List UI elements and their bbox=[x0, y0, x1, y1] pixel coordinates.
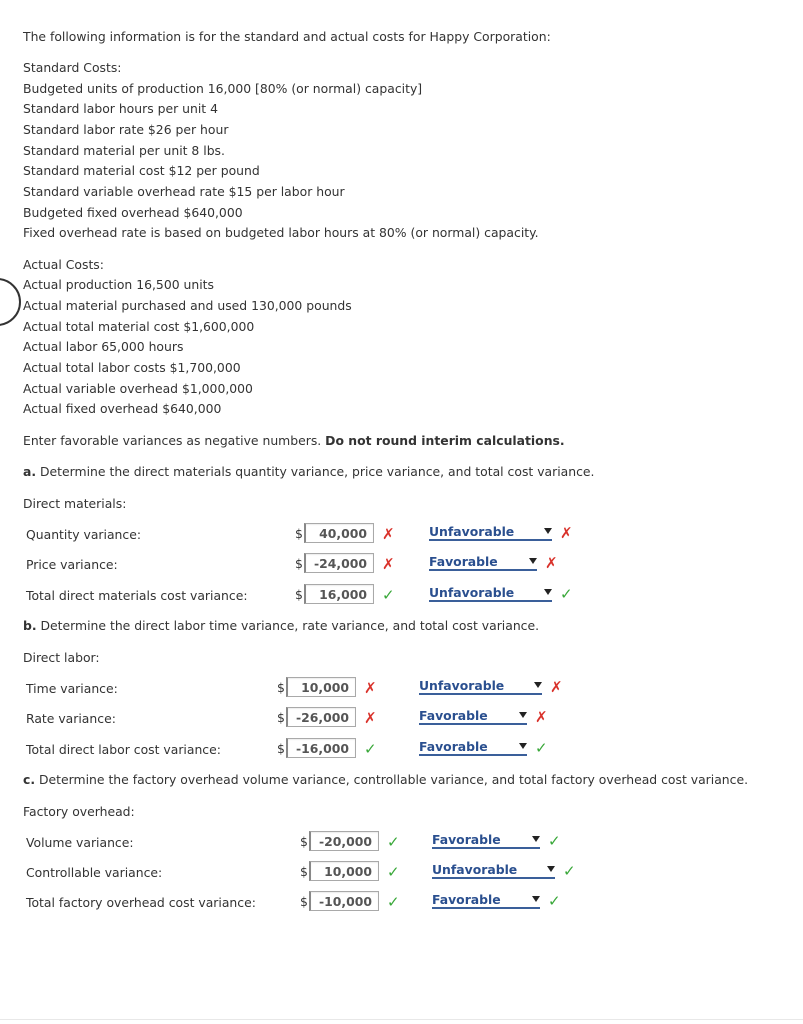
standard-cost-line: Standard labor rate $26 per hour bbox=[23, 122, 229, 137]
chevron-down-icon bbox=[532, 896, 540, 902]
incorrect-icon: ✗ bbox=[560, 524, 573, 542]
time-variance-input[interactable]: 10,000 bbox=[286, 677, 356, 697]
actual-costs-heading: Actual Costs: bbox=[23, 257, 104, 272]
currency-sign: $ bbox=[300, 894, 308, 909]
total-foh-variance-label: Total factory overhead cost variance: bbox=[26, 895, 256, 910]
incorrect-icon: ✗ bbox=[364, 709, 377, 727]
part-a-question-text: Determine the direct materials quantity variance, price variance, and total cost variance. bbox=[36, 464, 595, 479]
time-variance-label: Time variance: bbox=[26, 681, 118, 696]
rate-variance-select[interactable] bbox=[419, 708, 527, 725]
instructions bbox=[23, 433, 565, 448]
currency-sign: $ bbox=[277, 710, 285, 725]
actual-cost-line: Actual production 16,500 units bbox=[23, 277, 214, 292]
volume-variance-selected: Favorable bbox=[432, 832, 501, 847]
chevron-down-icon bbox=[544, 528, 552, 534]
standard-cost-line: Standard material cost $12 per pound bbox=[23, 163, 260, 178]
chevron-down-icon bbox=[544, 589, 552, 595]
total-dl-variance-input[interactable]: -16,000 bbox=[286, 738, 356, 758]
part-a-letter: a. bbox=[23, 464, 37, 479]
part-c-section: Factory overhead: bbox=[23, 804, 135, 819]
intro-text: The following information is for the standard and actual costs for Happy Corporation: bbox=[23, 29, 551, 44]
part-c-question bbox=[23, 772, 748, 787]
correct-check-icon: ✓ bbox=[387, 893, 400, 911]
currency-sign: $ bbox=[295, 587, 303, 602]
rate-variance-selected: Favorable bbox=[419, 708, 488, 723]
total-dm-variance-label: Total direct materials cost variance: bbox=[26, 588, 248, 603]
currency-sign: $ bbox=[295, 556, 303, 571]
total-dl-variance-select[interactable] bbox=[419, 739, 527, 756]
price-variance-label: Price variance: bbox=[26, 557, 118, 572]
correct-check-icon: ✓ bbox=[382, 586, 395, 604]
total-dl-variance-selected: Favorable bbox=[419, 739, 488, 754]
incorrect-icon: ✗ bbox=[382, 525, 395, 543]
part-b-question bbox=[23, 618, 539, 633]
standard-cost-line: Standard labor hours per unit 4 bbox=[23, 101, 218, 116]
incorrect-icon: ✗ bbox=[545, 554, 558, 572]
part-b-question-text: Determine the direct labor time variance, rate variance, and total cost variance. bbox=[36, 618, 540, 633]
incorrect-icon: ✗ bbox=[535, 708, 548, 726]
quantity-variance-input[interactable]: 40,000 bbox=[304, 523, 374, 543]
actual-cost-line: Actual total material cost $1,600,000 bbox=[23, 319, 255, 334]
volume-variance-select[interactable] bbox=[432, 832, 540, 849]
standard-costs-heading: Standard Costs: bbox=[23, 60, 122, 75]
correct-check-icon: ✓ bbox=[563, 862, 576, 880]
rate-variance-input[interactable]: -26,000 bbox=[286, 707, 356, 727]
actual-cost-line: Actual fixed overhead $640,000 bbox=[23, 401, 222, 416]
price-variance-input[interactable]: -24,000 bbox=[304, 553, 374, 573]
part-c-question-text: Determine the factory overhead volume variance, controllable variance, and total factory overhead cost variance. bbox=[35, 772, 749, 787]
total-dm-variance-selected: Unfavorable bbox=[429, 585, 515, 600]
controllable-variance-label: Controllable variance: bbox=[26, 865, 163, 880]
volume-variance-input[interactable]: -20,000 bbox=[309, 831, 379, 851]
time-variance-selected: Unfavorable bbox=[419, 678, 505, 693]
correct-check-icon: ✓ bbox=[387, 833, 400, 851]
part-a-section: Direct materials: bbox=[23, 496, 127, 511]
currency-sign: $ bbox=[277, 741, 285, 756]
chevron-down-icon bbox=[519, 712, 527, 718]
chevron-down-icon bbox=[534, 682, 542, 688]
actual-cost-line: Actual material purchased and used 130,000 pounds bbox=[23, 298, 352, 313]
actual-cost-line: Actual variable overhead $1,000,000 bbox=[23, 381, 253, 396]
controllable-variance-selected: Unfavorable bbox=[432, 862, 518, 877]
quantity-variance-select[interactable] bbox=[429, 524, 552, 541]
chevron-down-icon bbox=[519, 743, 527, 749]
instructions-bold: Do not round interim calculations. bbox=[325, 433, 565, 448]
chevron-down-icon bbox=[529, 558, 537, 564]
correct-check-icon: ✓ bbox=[364, 740, 377, 758]
part-a-question bbox=[23, 464, 594, 479]
quantity-variance-selected: Unfavorable bbox=[429, 524, 515, 539]
total-dl-variance-label: Total direct labor cost variance: bbox=[26, 742, 221, 757]
part-b-section: Direct labor: bbox=[23, 650, 100, 665]
quantity-variance-label: Quantity variance: bbox=[26, 527, 142, 542]
standard-cost-line: Budgeted units of production 16,000 [80% (or normal) capacity] bbox=[23, 81, 423, 96]
standard-cost-line: Standard variable overhead rate $15 per labor hour bbox=[23, 184, 345, 199]
correct-check-icon: ✓ bbox=[387, 863, 400, 881]
correct-check-icon: ✓ bbox=[548, 892, 561, 910]
chevron-down-icon bbox=[532, 836, 540, 842]
standard-cost-line: Budgeted fixed overhead $640,000 bbox=[23, 205, 243, 220]
incorrect-icon: ✗ bbox=[382, 555, 395, 573]
currency-sign: $ bbox=[300, 864, 308, 879]
side-marker-circle bbox=[0, 278, 21, 326]
bottom-divider bbox=[0, 1019, 803, 1020]
total-foh-variance-select[interactable] bbox=[432, 892, 540, 909]
volume-variance-label: Volume variance: bbox=[26, 835, 134, 850]
correct-check-icon: ✓ bbox=[548, 832, 561, 850]
incorrect-icon: ✗ bbox=[364, 679, 377, 697]
rate-variance-label: Rate variance: bbox=[26, 711, 116, 726]
currency-sign: $ bbox=[295, 526, 303, 541]
controllable-variance-input[interactable]: 10,000 bbox=[309, 861, 379, 881]
actual-cost-line: Actual total labor costs $1,700,000 bbox=[23, 360, 241, 375]
time-variance-select[interactable] bbox=[419, 678, 542, 695]
correct-check-icon: ✓ bbox=[560, 585, 573, 603]
price-variance-select[interactable] bbox=[429, 554, 537, 571]
total-dm-variance-input[interactable]: 16,000 bbox=[304, 584, 374, 604]
incorrect-icon: ✗ bbox=[550, 678, 563, 696]
controllable-variance-select[interactable] bbox=[432, 862, 555, 879]
price-variance-selected: Favorable bbox=[429, 554, 498, 569]
standard-cost-line: Standard material per unit 8 lbs. bbox=[23, 143, 225, 158]
part-b-letter: b. bbox=[23, 618, 37, 633]
instructions-normal: Enter favorable variances as negative numbers. bbox=[23, 433, 326, 448]
currency-sign: $ bbox=[277, 680, 285, 695]
total-foh-variance-selected: Favorable bbox=[432, 892, 501, 907]
standard-cost-line: Fixed overhead rate is based on budgeted labor hours at 80% (or normal) capacity. bbox=[23, 225, 539, 240]
total-foh-variance-input[interactable]: -10,000 bbox=[309, 891, 379, 911]
currency-sign: $ bbox=[300, 834, 308, 849]
actual-cost-line: Actual labor 65,000 hours bbox=[23, 339, 184, 354]
correct-check-icon: ✓ bbox=[535, 739, 548, 757]
total-dm-variance-select[interactable] bbox=[429, 585, 552, 602]
chevron-down-icon bbox=[547, 866, 555, 872]
part-c-letter: c. bbox=[23, 772, 36, 787]
